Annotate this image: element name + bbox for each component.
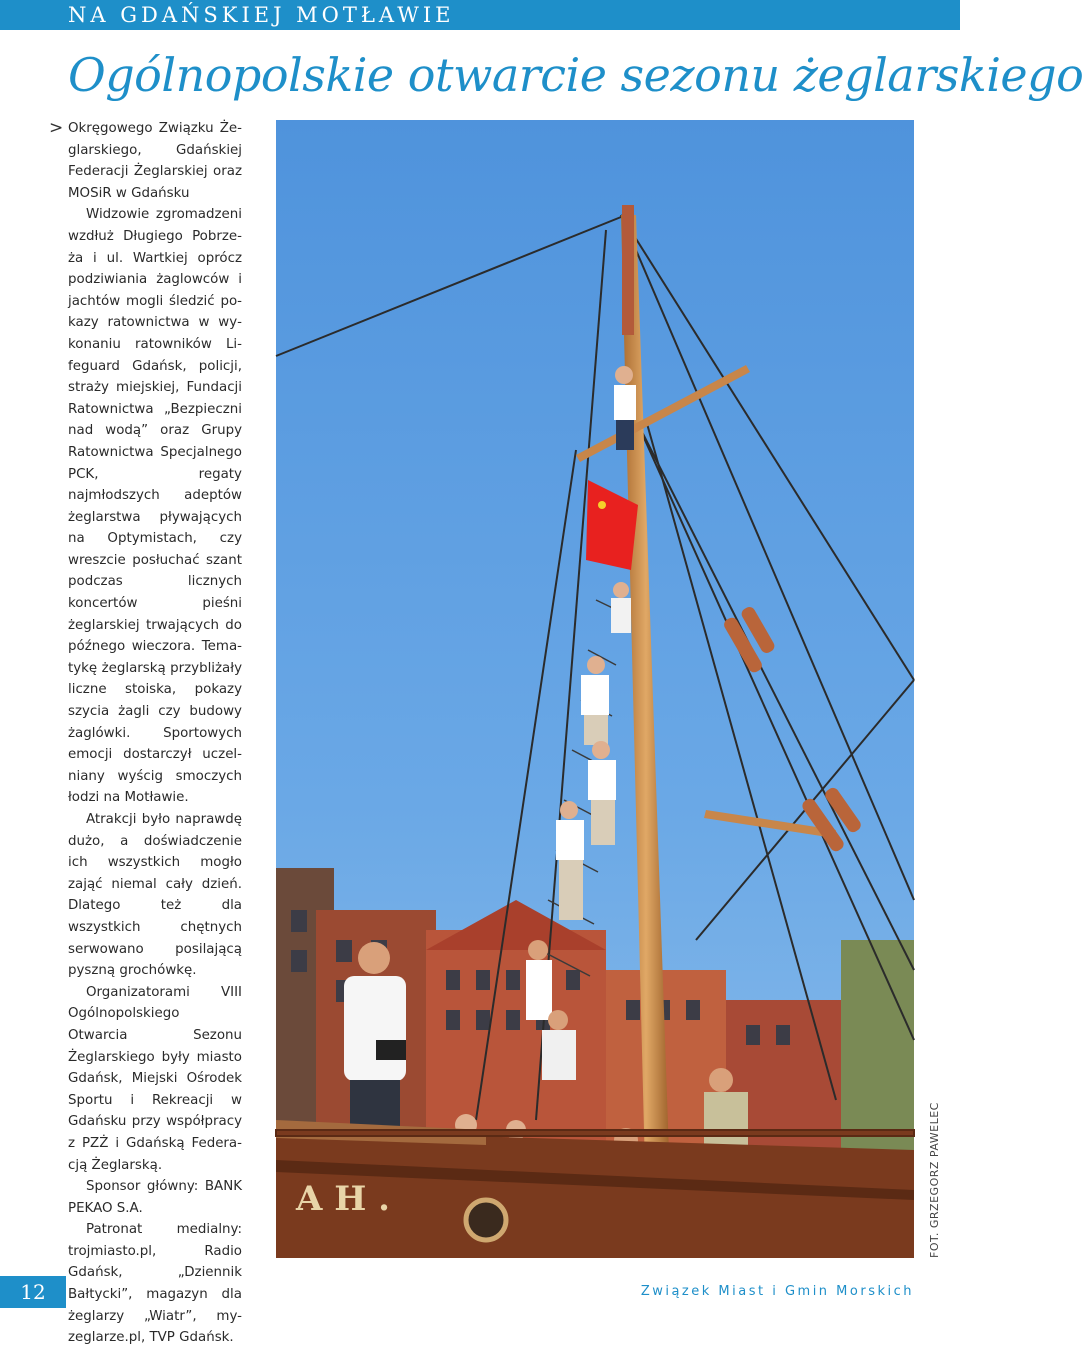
article-paragraph: Widzowie zgromadzeni wzdłuż Długiego Pobrzeża i ul. Wartkiej oprócz podziwiania żaglowców i jachtów mogli śledzić pokazy ratownictwa w wykonaniu ratowników Lifeguard Gdańsk, policji, straży miejskiej, Fundacji Ratownictwa „Bezpieczni nad wodą” oraz Grupy Ratownictwa Specjalnego PCK, regaty najmłodszych adeptów żeglarstwa pływających na Optymistach, czy wreszcie posłuchać szant podczas licznych koncertów pieśni żeglarskiej trwających do późnego wieczora. Tematykę żeglarską przybliżały liczne stoiska, pokazy szycia żagli czy budowy żaglówki. Sportowych emocji dostarczył uczelniany wyścig smoczych łodzi na Motławie. — [68, 207, 242, 806]
article-paragraph: Patronat medialny: trojmiasto.pl, Radio Gdańsk, „Dziennik Bałtycki”, magazyn dla żeglarzy „Wiatr”, my-zeglarze.pl, TVP Gdańsk. — [68, 1222, 242, 1346]
headline: Ogólnopolskie otwarcie sezonu żeglarskiego — [68, 48, 1083, 102]
photo-illustration — [276, 120, 914, 1258]
topmast — [622, 205, 634, 335]
article-paragraph: Okręgowego Związku Żeglarskiego, Gdańskiej Federacji Żeglarskiej oraz MOSiR w Gdańsku — [68, 121, 242, 201]
section-header: NA GDAŃSKIEJ MOTŁAWIE — [68, 3, 455, 27]
porthole — [466, 1200, 506, 1240]
hull-lettering: A H . — [296, 1179, 391, 1219]
section-header-bar — [0, 0, 960, 30]
footer-publication: Związek Miast i Gmin Morskich — [640, 1284, 914, 1299]
sailing-ship-photo — [276, 120, 914, 1258]
page-number: 12 — [0, 1276, 66, 1308]
photo-credit: FOT. GRZEGORZ PAWELEC — [928, 1102, 941, 1258]
continuation-mark: > — [49, 118, 64, 138]
article-paragraph: Sponsor główny: BANK PEKAO S.A. — [68, 1179, 242, 1216]
article-column — [68, 118, 242, 1346]
article-paragraph: Atrakcji było naprawdę dużo, a doświadczenie ich wszystkich mogło zająć niemal cały dzień. Dlatego też dla wszystkich chętnych serwowano posilającą pyszną grochówkę. — [68, 812, 242, 979]
article-paragraph: Organizatorami VIII Ogólnopolskiego Otwarcia Sezonu Żeglarskiego były miasto Gdańsk, Miejski Ośrodek Sportu i Rekreacji w Gdańsku przy współpracy z PZŻ i Gdańską Federacją Żeglarską. — [68, 984, 242, 1173]
